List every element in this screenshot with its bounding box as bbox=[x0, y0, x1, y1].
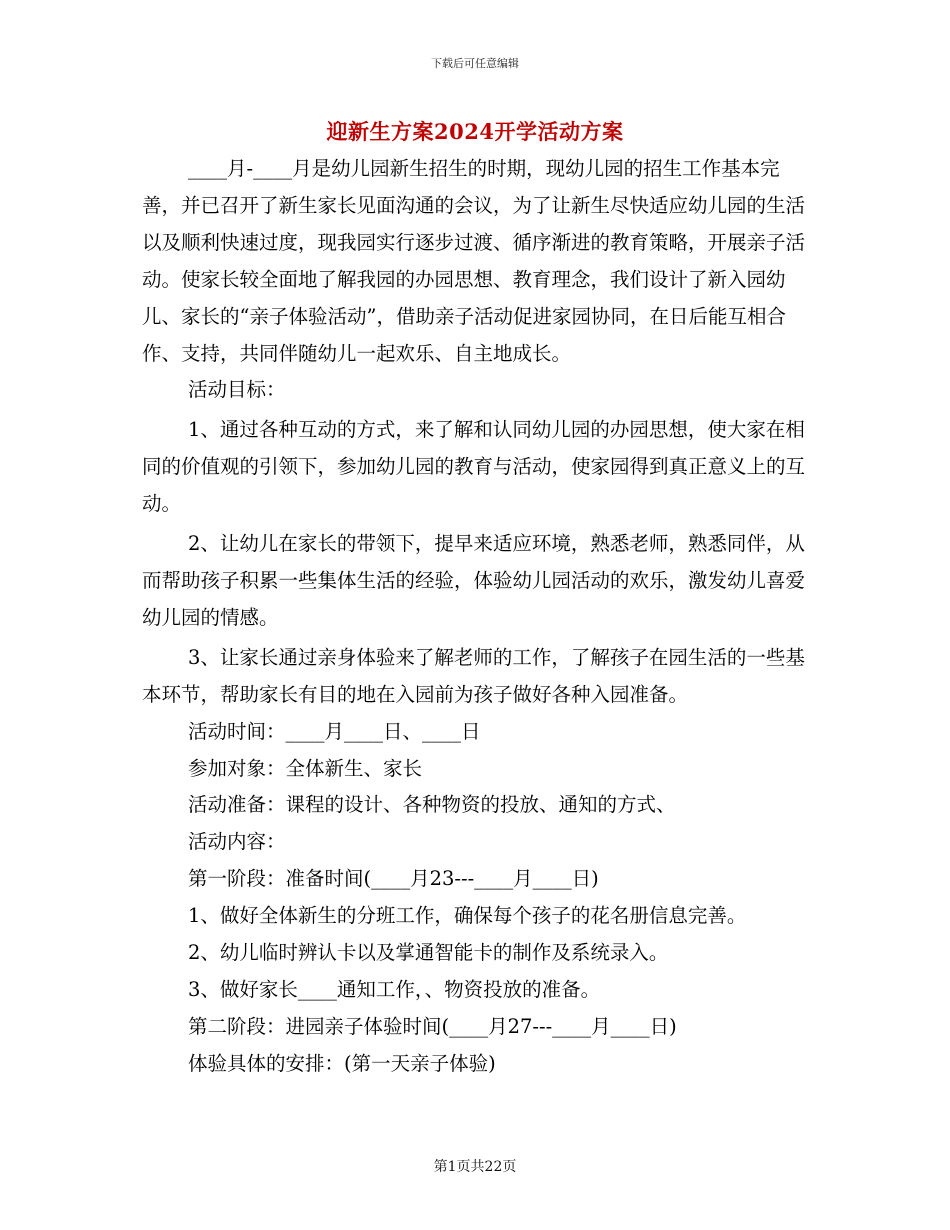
stage-one-item: 2、幼儿临时辨认卡以及掌通智能卡的制作及系统录入。 bbox=[188, 941, 669, 965]
stage-one-heading: 第一阶段：准备时间(____月23---____月____日) bbox=[188, 867, 599, 891]
document-title: 迎新生方案2024开学活动方案 bbox=[326, 119, 624, 144]
goal-paragraph: 1、通过各种互动的方式，来了解和认同幼儿园的办园思想，使大家在相同的价值观的引领下，参加幼儿园的教育与活动，使家园得到真正意义上的互动。 bbox=[142, 418, 806, 516]
content-heading: 活动内容： bbox=[188, 830, 286, 854]
goal-paragraph: 3、让家长通过亲身体验来了解老师的工作，了解孩子在园生活的一些基本环节，帮助家长有目的地在入园前为孩子做好各种入园准备。 bbox=[142, 645, 805, 706]
activity-time-line: 活动时间：____月____日、____日 bbox=[188, 719, 481, 743]
intro-paragraph: ____月-____月是幼儿园新生招生的时期，现幼儿园的招生工作基本完善，并已召开了新生家长见面沟通的会议，为了让新生尽快适应幼儿园的生活以及顺利快速过度，现我园实行逐步过渡、循序渐进的教育策略，开展亲子活动。使家长较全面地了解我园的办园思想、教育理念，我们设计了新入园幼儿、家长的“亲子体验活动”，借助亲子活动促进家园协同，在日后能互相合作、支持，共同伴随幼儿一起欢乐、自主地成长。 bbox=[142, 157, 806, 365]
stage-two-heading: 第二阶段：进园亲子体验时间(____月27---____月____日) bbox=[188, 1014, 677, 1038]
stage-one-item: 1、做好全体新生的分班工作，确保每个孩子的花名册信息完善。 bbox=[188, 904, 747, 928]
preparation-line: 活动准备：课程的设计、各种物资的投放、通知的方式、 bbox=[188, 793, 676, 817]
participants-line: 参加对象：全体新生、家长 bbox=[188, 756, 423, 780]
goal-paragraph: 2、让幼儿在家长的带领下，提早来适应环境，熟悉老师，熟悉同伴，从而帮助孩子积累一些集体生活的经验，体验幼儿园活动的欢乐，激发幼儿喜爱幼儿园的情感。 bbox=[142, 532, 806, 629]
stage-one-item: 3、做好家长____通知工作，、物资投放的准备。 bbox=[188, 977, 601, 1001]
section-heading-goals: 活动目标： bbox=[188, 378, 286, 402]
page-number-footer: 第1页共22页 bbox=[433, 1159, 517, 1175]
schedule-line: 体验具体的安排：(第一天亲子体验) bbox=[188, 1051, 496, 1075]
page-header: 下载后可任意编辑 bbox=[431, 57, 519, 70]
document-body bbox=[142, 151, 810, 1083]
